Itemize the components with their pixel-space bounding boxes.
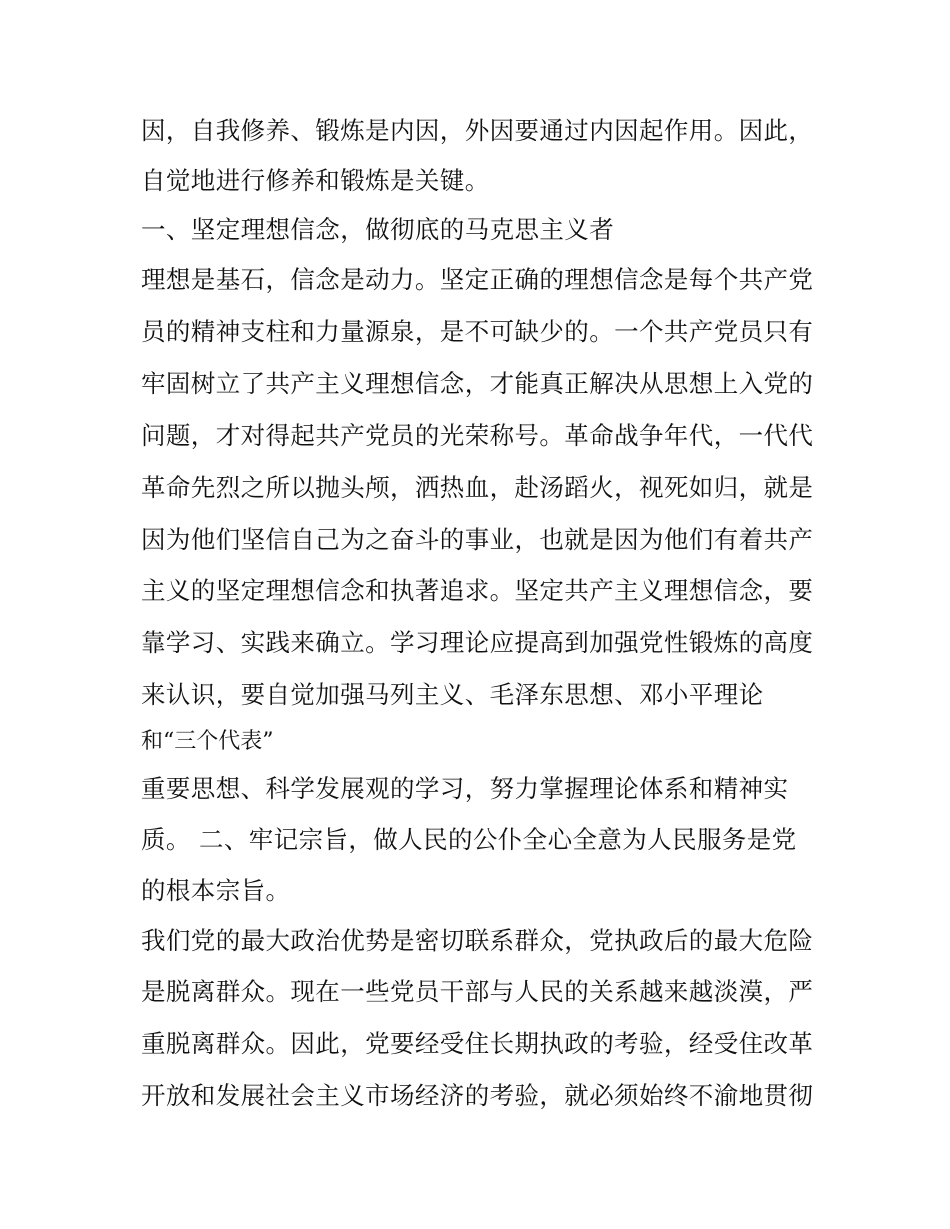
text-line-7: 问题，才对得起共产党员的光荣称号。革命战争年代，一代代 bbox=[141, 421, 814, 450]
text-line-9: 因为他们坚信自己为之奋斗的事业，也就是因为他们有着共产 bbox=[141, 525, 814, 554]
text-line-1: 因，自我修养、锻炼是内因，外因要通过内因起作用。因此， bbox=[141, 116, 814, 145]
text-line-13: 和“三个代表” bbox=[141, 729, 274, 754]
text-line-5: 员的精神支柱和力量源泉，是不可缺少的。一个共产党员只有 bbox=[141, 317, 814, 346]
text-line-20: 开放和发展社会主义市场经济的考验，就必须始终不渝地贯彻 bbox=[141, 1081, 814, 1110]
text-line-12: 来认识，要自觉加强马列主义、毛泽东思想、邓小平理论 bbox=[141, 680, 764, 709]
text-line-10: 主义的坚定理想信念和执著追求。坚定共产主义理想信念，要 bbox=[141, 576, 814, 605]
text-line-15: 质。 二、牢记宗旨，做人民的公仆全心全意为人民服务是党 bbox=[141, 825, 797, 854]
text-line-6: 牢固树立了共产主义理想信念，才能真正解决从思想上入党的 bbox=[141, 369, 814, 398]
section-heading-1: 一、坚定理想信念，做彻底的马克思主义者 bbox=[141, 215, 615, 244]
text-line-16: 的根本宗旨。 bbox=[141, 876, 291, 905]
text-line-17: 我们党的最大政治优势是密切联系群众，党执政后的最大危险 bbox=[141, 926, 814, 955]
text-line-2: 自觉地进行修养和锻炼是关键。 bbox=[141, 166, 490, 195]
text-line-14: 重要思想、科学发展观的学习，努力掌握理论体系和精神实 bbox=[141, 774, 789, 803]
text-line-8: 革命先烈之所以抛头颅，洒热血，赴汤蹈火，视死如归，就是 bbox=[141, 473, 814, 502]
text-line-11: 靠学习、实践来确立。学习理论应提高到加强党性锻炼的高度 bbox=[141, 628, 814, 657]
text-line-18: 是脱离群众。现在一些党员干部与人民的关系越来越淡漠，严 bbox=[141, 977, 814, 1006]
text-line-4: 理想是基石，信念是动力。坚定正确的理想信念是每个共产党 bbox=[141, 265, 814, 294]
text-line-19: 重脱离群众。因此，党要经受住长期执政的考验，经受住改革 bbox=[141, 1029, 814, 1058]
